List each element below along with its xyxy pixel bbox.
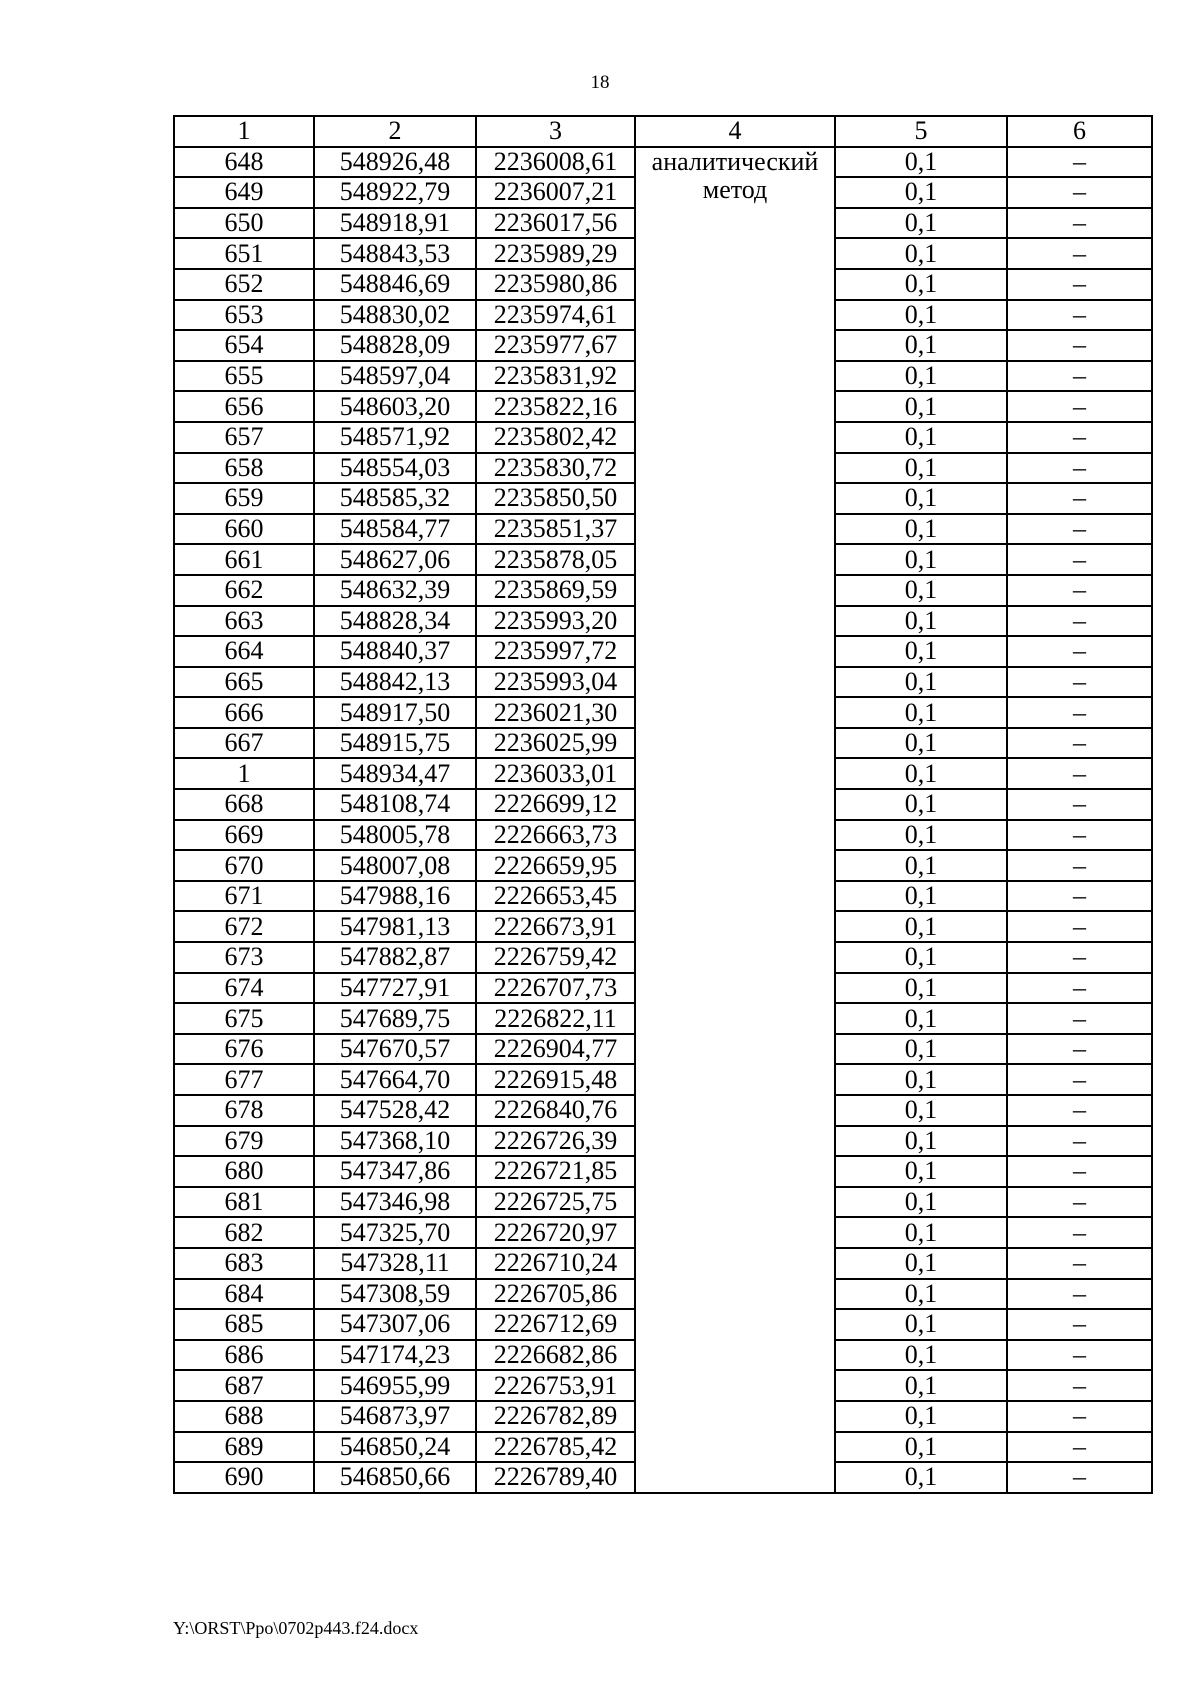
- y-coordinate-cell: 2235974,61: [476, 300, 635, 331]
- dash-cell: –: [1007, 667, 1152, 698]
- x-coordinate-cell: 547368,10: [314, 1126, 476, 1157]
- x-coordinate-cell: 548830,02: [314, 300, 476, 331]
- dash-cell: –: [1007, 697, 1152, 728]
- point-number-cell: 667: [174, 728, 314, 759]
- y-coordinate-cell: 2226822,11: [476, 1003, 635, 1034]
- point-number-cell: 659: [174, 483, 314, 514]
- accuracy-cell: 0,1: [835, 269, 1007, 300]
- y-coordinate-cell: 2235989,29: [476, 238, 635, 269]
- point-number-cell: 649: [174, 177, 314, 208]
- accuracy-cell: 0,1: [835, 1401, 1007, 1432]
- dash-cell: –: [1007, 453, 1152, 484]
- y-coordinate-cell: 2226699,12: [476, 789, 635, 820]
- table-header-row: [174, 116, 1152, 147]
- accuracy-cell: 0,1: [835, 544, 1007, 575]
- accuracy-cell: 0,1: [835, 1126, 1007, 1157]
- x-coordinate-cell: 547981,13: [314, 911, 476, 942]
- point-number-cell: 653: [174, 300, 314, 331]
- point-number-cell: 682: [174, 1217, 314, 1248]
- point-number-cell: 680: [174, 1156, 314, 1187]
- point-number-cell: 664: [174, 636, 314, 667]
- accuracy-cell: 0,1: [835, 758, 1007, 789]
- y-coordinate-cell: 2235997,72: [476, 636, 635, 667]
- point-number-cell: 665: [174, 667, 314, 698]
- footer-file-path: Y:\ORST\Ppo\0702p443.f24.docx: [173, 1618, 419, 1638]
- point-number-cell: 689: [174, 1432, 314, 1463]
- point-number-cell: 678: [174, 1095, 314, 1126]
- table-body: [174, 147, 1152, 1493]
- y-coordinate-cell: 2226720,97: [476, 1217, 635, 1248]
- point-number-cell: 688: [174, 1401, 314, 1432]
- x-coordinate-cell: 548840,37: [314, 636, 476, 667]
- accuracy-cell: 0,1: [835, 1187, 1007, 1218]
- y-coordinate-cell: 2226705,86: [476, 1279, 635, 1310]
- accuracy-cell: 0,1: [835, 973, 1007, 1004]
- accuracy-cell: 0,1: [835, 147, 1007, 178]
- x-coordinate-cell: 548934,47: [314, 758, 476, 789]
- dash-cell: –: [1007, 1156, 1152, 1187]
- accuracy-cell: 0,1: [835, 1095, 1007, 1126]
- dash-cell: –: [1007, 422, 1152, 453]
- dash-cell: –: [1007, 820, 1152, 851]
- x-coordinate-cell: 548922,79: [314, 177, 476, 208]
- x-coordinate-cell: 547346,98: [314, 1187, 476, 1218]
- accuracy-cell: 0,1: [835, 422, 1007, 453]
- dash-cell: –: [1007, 850, 1152, 881]
- point-number-cell: 681: [174, 1187, 314, 1218]
- accuracy-cell: 0,1: [835, 911, 1007, 942]
- point-number-cell: 685: [174, 1309, 314, 1340]
- accuracy-cell: 0,1: [835, 453, 1007, 484]
- dash-cell: –: [1007, 1064, 1152, 1095]
- y-coordinate-cell: 2236033,01: [476, 758, 635, 789]
- point-number-cell: 683: [174, 1248, 314, 1279]
- column-header-3: 3: [476, 116, 635, 147]
- accuracy-cell: 0,1: [835, 300, 1007, 331]
- accuracy-cell: 0,1: [835, 1217, 1007, 1248]
- x-coordinate-cell: 546850,24: [314, 1432, 476, 1463]
- y-coordinate-cell: 2235993,04: [476, 667, 635, 698]
- accuracy-cell: 0,1: [835, 575, 1007, 606]
- x-coordinate-cell: 548917,50: [314, 697, 476, 728]
- x-coordinate-cell: 547174,23: [314, 1340, 476, 1371]
- y-coordinate-cell: 2226782,89: [476, 1401, 635, 1432]
- dash-cell: –: [1007, 177, 1152, 208]
- point-number-cell: 655: [174, 361, 314, 392]
- y-coordinate-cell: 2226682,86: [476, 1340, 635, 1371]
- y-coordinate-cell: 2226915,48: [476, 1064, 635, 1095]
- accuracy-cell: 0,1: [835, 391, 1007, 422]
- point-number-cell: 650: [174, 208, 314, 239]
- point-number-cell: 668: [174, 789, 314, 820]
- y-coordinate-cell: 2226725,75: [476, 1187, 635, 1218]
- y-coordinate-cell: 2235851,37: [476, 514, 635, 545]
- dash-cell: –: [1007, 483, 1152, 514]
- point-number-cell: 679: [174, 1126, 314, 1157]
- x-coordinate-cell: 547528,42: [314, 1095, 476, 1126]
- dash-cell: –: [1007, 973, 1152, 1004]
- method-cell: [635, 147, 835, 1493]
- accuracy-cell: 0,1: [835, 1003, 1007, 1034]
- accuracy-cell: 0,1: [835, 208, 1007, 239]
- dash-cell: –: [1007, 636, 1152, 667]
- x-coordinate-cell: 547670,57: [314, 1034, 476, 1065]
- dash-cell: –: [1007, 1462, 1152, 1493]
- point-number-cell: 652: [174, 269, 314, 300]
- point-number-cell: 663: [174, 606, 314, 637]
- dash-cell: –: [1007, 1187, 1152, 1218]
- x-coordinate-cell: 548828,09: [314, 330, 476, 361]
- dash-cell: –: [1007, 911, 1152, 942]
- y-coordinate-cell: 2236008,61: [476, 147, 635, 178]
- y-coordinate-cell: 2226759,42: [476, 942, 635, 973]
- y-coordinate-cell: 2226904,77: [476, 1034, 635, 1065]
- x-coordinate-cell: 547328,11: [314, 1248, 476, 1279]
- dash-cell: –: [1007, 1309, 1152, 1340]
- column-header-5: 5: [835, 116, 1007, 147]
- y-coordinate-cell: 2236007,21: [476, 177, 635, 208]
- x-coordinate-cell: 548627,06: [314, 544, 476, 575]
- point-number-cell: 651: [174, 238, 314, 269]
- x-coordinate-cell: 548597,04: [314, 361, 476, 392]
- point-number-cell: 654: [174, 330, 314, 361]
- x-coordinate-cell: 548828,34: [314, 606, 476, 637]
- dash-cell: –: [1007, 1279, 1152, 1310]
- point-number-cell: 656: [174, 391, 314, 422]
- point-number-cell: 657: [174, 422, 314, 453]
- accuracy-cell: 0,1: [835, 1340, 1007, 1371]
- point-number-cell: 690: [174, 1462, 314, 1493]
- x-coordinate-cell: 547988,16: [314, 881, 476, 912]
- accuracy-cell: 0,1: [835, 697, 1007, 728]
- dash-cell: –: [1007, 1401, 1152, 1432]
- y-coordinate-cell: 2235980,86: [476, 269, 635, 300]
- accuracy-cell: 0,1: [835, 1064, 1007, 1095]
- dash-cell: –: [1007, 330, 1152, 361]
- y-coordinate-cell: 2226653,45: [476, 881, 635, 912]
- y-coordinate-cell: 2226710,24: [476, 1248, 635, 1279]
- dash-cell: –: [1007, 514, 1152, 545]
- x-coordinate-cell: 547664,70: [314, 1064, 476, 1095]
- point-number-cell: 672: [174, 911, 314, 942]
- y-coordinate-cell: 2226753,91: [476, 1370, 635, 1401]
- method-text-line: метод: [702, 174, 768, 204]
- x-coordinate-cell: 548554,03: [314, 453, 476, 484]
- dash-cell: –: [1007, 361, 1152, 392]
- point-number-cell: 676: [174, 1034, 314, 1065]
- x-coordinate-cell: 546850,66: [314, 1462, 476, 1493]
- accuracy-cell: 0,1: [835, 483, 1007, 514]
- dash-cell: –: [1007, 269, 1152, 300]
- accuracy-cell: 0,1: [835, 728, 1007, 759]
- point-number-cell: 674: [174, 973, 314, 1004]
- accuracy-cell: 0,1: [835, 1279, 1007, 1310]
- coordinates-table: [173, 115, 1153, 1494]
- accuracy-cell: 0,1: [835, 1370, 1007, 1401]
- dash-cell: –: [1007, 1217, 1152, 1248]
- x-coordinate-cell: 546955,99: [314, 1370, 476, 1401]
- dash-cell: –: [1007, 1126, 1152, 1157]
- x-coordinate-cell: 547882,87: [314, 942, 476, 973]
- method-text-line: аналитический: [651, 146, 819, 176]
- dash-cell: –: [1007, 606, 1152, 637]
- point-number-cell: 661: [174, 544, 314, 575]
- dash-cell: –: [1007, 208, 1152, 239]
- point-number-cell: 662: [174, 575, 314, 606]
- y-coordinate-cell: 2226707,73: [476, 973, 635, 1004]
- dash-cell: –: [1007, 1248, 1152, 1279]
- accuracy-cell: 0,1: [835, 942, 1007, 973]
- y-coordinate-cell: 2235802,42: [476, 422, 635, 453]
- point-number-cell: 687: [174, 1370, 314, 1401]
- dash-cell: –: [1007, 1340, 1152, 1371]
- x-coordinate-cell: 547325,70: [314, 1217, 476, 1248]
- y-coordinate-cell: 2235878,05: [476, 544, 635, 575]
- dash-cell: –: [1007, 147, 1152, 178]
- point-number-cell: 686: [174, 1340, 314, 1371]
- x-coordinate-cell: 548584,77: [314, 514, 476, 545]
- accuracy-cell: 0,1: [835, 850, 1007, 881]
- x-coordinate-cell: 548005,78: [314, 820, 476, 851]
- y-coordinate-cell: 2226659,95: [476, 850, 635, 881]
- accuracy-cell: 0,1: [835, 636, 1007, 667]
- point-number-cell: 669: [174, 820, 314, 851]
- point-number-cell: 677: [174, 1064, 314, 1095]
- x-coordinate-cell: 548915,75: [314, 728, 476, 759]
- accuracy-cell: 0,1: [835, 1309, 1007, 1340]
- x-coordinate-cell: 548585,32: [314, 483, 476, 514]
- dash-cell: –: [1007, 728, 1152, 759]
- dash-cell: –: [1007, 1370, 1152, 1401]
- column-header-2: 2: [314, 116, 476, 147]
- point-number-cell: 658: [174, 453, 314, 484]
- y-coordinate-cell: 2236021,30: [476, 697, 635, 728]
- accuracy-cell: 0,1: [835, 330, 1007, 361]
- accuracy-cell: 0,1: [835, 1156, 1007, 1187]
- accuracy-cell: 0,1: [835, 1432, 1007, 1463]
- y-coordinate-cell: 2226663,73: [476, 820, 635, 851]
- y-coordinate-cell: 2235822,16: [476, 391, 635, 422]
- page-number: 18: [590, 72, 610, 93]
- dash-cell: –: [1007, 1034, 1152, 1065]
- x-coordinate-cell: 548918,91: [314, 208, 476, 239]
- y-coordinate-cell: 2226840,76: [476, 1095, 635, 1126]
- y-coordinate-cell: 2226726,39: [476, 1126, 635, 1157]
- x-coordinate-cell: 547308,59: [314, 1279, 476, 1310]
- dash-cell: –: [1007, 881, 1152, 912]
- accuracy-cell: 0,1: [835, 1034, 1007, 1065]
- y-coordinate-cell: 2235993,20: [476, 606, 635, 637]
- column-header-6: 6: [1007, 116, 1152, 147]
- accuracy-cell: 0,1: [835, 514, 1007, 545]
- dash-cell: –: [1007, 238, 1152, 269]
- dash-cell: –: [1007, 1432, 1152, 1463]
- x-coordinate-cell: 548846,69: [314, 269, 476, 300]
- point-number-cell: 671: [174, 881, 314, 912]
- point-number-cell: 684: [174, 1279, 314, 1310]
- point-number-cell: 666: [174, 697, 314, 728]
- table-row: [174, 147, 1152, 178]
- dash-cell: –: [1007, 758, 1152, 789]
- y-coordinate-cell: 2226785,42: [476, 1432, 635, 1463]
- y-coordinate-cell: 2226673,91: [476, 911, 635, 942]
- point-number-cell: 660: [174, 514, 314, 545]
- column-header-1: 1: [174, 116, 314, 147]
- y-coordinate-cell: 2226789,40: [476, 1462, 635, 1493]
- accuracy-cell: 0,1: [835, 789, 1007, 820]
- y-coordinate-cell: 2235977,67: [476, 330, 635, 361]
- accuracy-cell: 0,1: [835, 881, 1007, 912]
- dash-cell: –: [1007, 300, 1152, 331]
- accuracy-cell: 0,1: [835, 1248, 1007, 1279]
- accuracy-cell: 0,1: [835, 177, 1007, 208]
- dash-cell: –: [1007, 1095, 1152, 1126]
- x-coordinate-cell: 548842,13: [314, 667, 476, 698]
- point-number-cell: 675: [174, 1003, 314, 1034]
- dash-cell: –: [1007, 391, 1152, 422]
- x-coordinate-cell: 548603,20: [314, 391, 476, 422]
- accuracy-cell: 0,1: [835, 820, 1007, 851]
- x-coordinate-cell: 548632,39: [314, 575, 476, 606]
- accuracy-cell: 0,1: [835, 238, 1007, 269]
- accuracy-cell: 0,1: [835, 606, 1007, 637]
- y-coordinate-cell: 2226721,85: [476, 1156, 635, 1187]
- x-coordinate-cell: 548007,08: [314, 850, 476, 881]
- accuracy-cell: 0,1: [835, 361, 1007, 392]
- x-coordinate-cell: 547307,06: [314, 1309, 476, 1340]
- x-coordinate-cell: 548571,92: [314, 422, 476, 453]
- x-coordinate-cell: 547727,91: [314, 973, 476, 1004]
- y-coordinate-cell: 2235831,92: [476, 361, 635, 392]
- x-coordinate-cell: 548926,48: [314, 147, 476, 178]
- y-coordinate-cell: 2235850,50: [476, 483, 635, 514]
- point-number-cell: 648: [174, 147, 314, 178]
- y-coordinate-cell: 2226712,69: [476, 1309, 635, 1340]
- point-number-cell: 670: [174, 850, 314, 881]
- x-coordinate-cell: 547347,86: [314, 1156, 476, 1187]
- dash-cell: –: [1007, 1003, 1152, 1034]
- y-coordinate-cell: 2235830,72: [476, 453, 635, 484]
- dash-cell: –: [1007, 544, 1152, 575]
- y-coordinate-cell: 2235869,59: [476, 575, 635, 606]
- y-coordinate-cell: 2236025,99: [476, 728, 635, 759]
- point-number-cell: 673: [174, 942, 314, 973]
- x-coordinate-cell: 548843,53: [314, 238, 476, 269]
- accuracy-cell: 0,1: [835, 1462, 1007, 1493]
- accuracy-cell: 0,1: [835, 667, 1007, 698]
- x-coordinate-cell: 547689,75: [314, 1003, 476, 1034]
- y-coordinate-cell: 2236017,56: [476, 208, 635, 239]
- dash-cell: –: [1007, 942, 1152, 973]
- x-coordinate-cell: 546873,97: [314, 1401, 476, 1432]
- dash-cell: –: [1007, 575, 1152, 606]
- x-coordinate-cell: 548108,74: [314, 789, 476, 820]
- column-header-4: 4: [635, 116, 835, 147]
- point-number-cell: 1: [174, 758, 314, 789]
- dash-cell: –: [1007, 789, 1152, 820]
